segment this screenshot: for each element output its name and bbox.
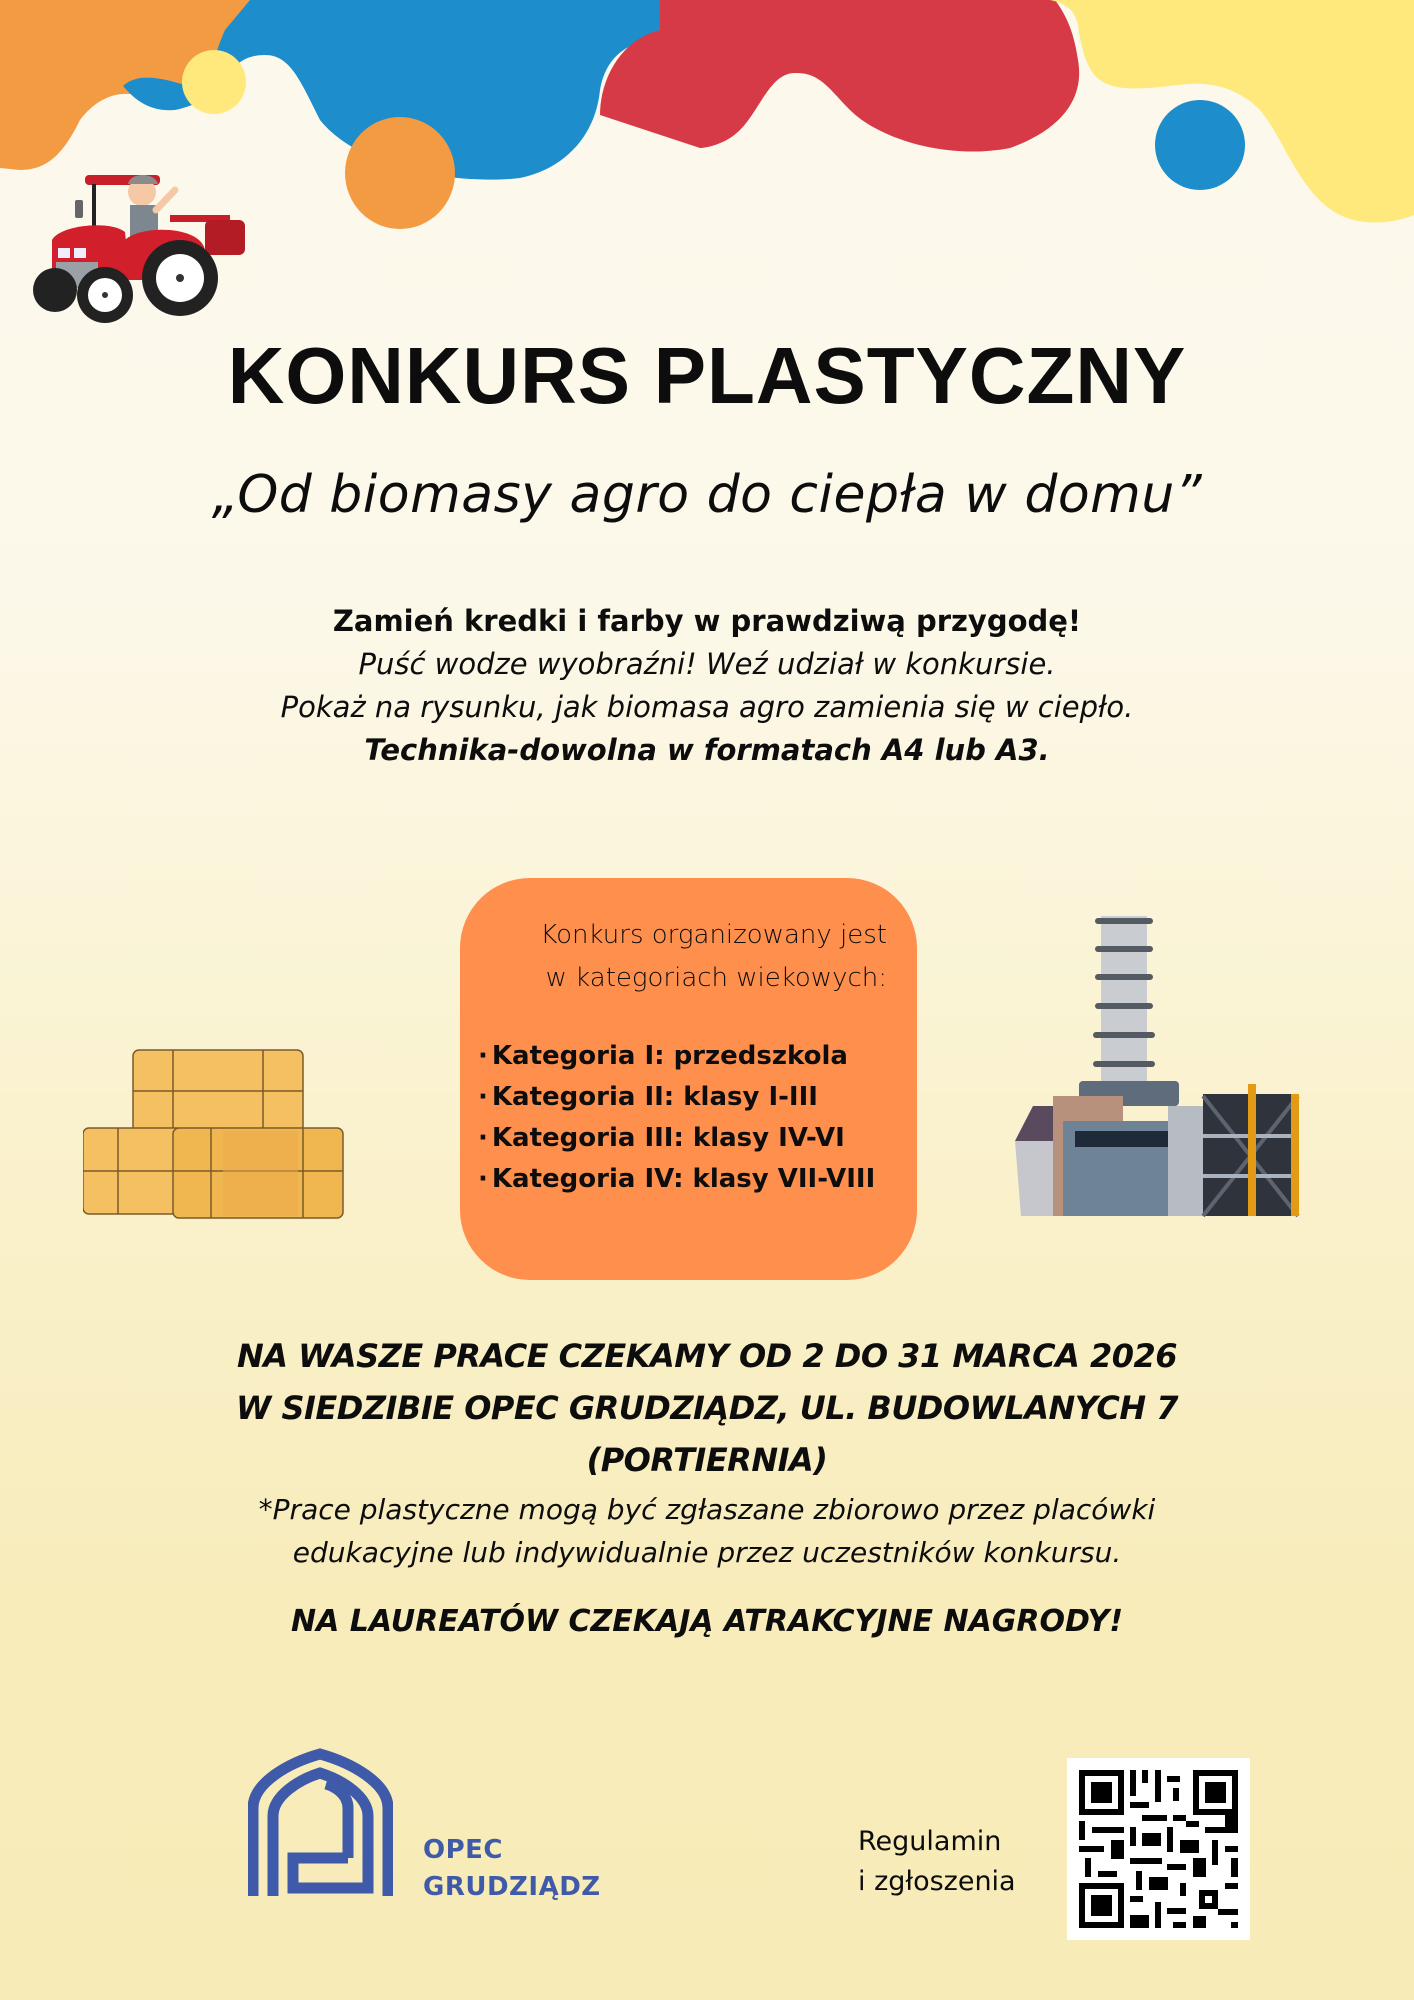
qr-code[interactable] <box>1067 1758 1250 1940</box>
deadline-line-1: NA WASZE PRACE CZEKAMY OD 2 DO 31 MARCA 2026 <box>236 1337 1178 1375</box>
blue-dot <box>1155 100 1245 190</box>
opec-wordmark <box>423 1832 601 1906</box>
category-item <box>478 1036 897 1077</box>
logo-line-1: OPEC <box>423 1835 503 1865</box>
qr-caption <box>858 1822 1016 1902</box>
qr-code-icon <box>1067 1758 1250 1940</box>
deadline-text <box>0 1330 1414 1486</box>
qr-caption-line-1: Regulamin <box>858 1826 1002 1857</box>
categories-heading-line-2: w kategoriach wiekowych: <box>545 963 887 993</box>
categories-box <box>460 878 917 1280</box>
category-item <box>478 1118 897 1159</box>
bullet-icon: · <box>478 1082 488 1112</box>
intro-line-1: Zamień kredki i farby w prawdziwą przygodę! <box>332 604 1082 638</box>
qr-caption-line-2: i zgłoszenia <box>858 1866 1016 1897</box>
intro-line-4: Technika-dowolna w formatach A4 lub A3. <box>364 733 1050 767</box>
red-blob <box>600 0 1079 152</box>
note-line-1: *Prace plastyczne mogą być zgłaszane zbiorowo przez placówki <box>258 1493 1156 1526</box>
orange-dot <box>345 117 455 229</box>
page-title: KONKURS PLASTYCZNY <box>227 331 1187 420</box>
subtitle: „Od biomasy agro do ciepła w domu” <box>211 465 1203 525</box>
power-plant-icon <box>1013 916 1305 1226</box>
prize-announcement: NA LAUREATÓW CZEKAJĄ ATRAKCYJNE NAGRODY! <box>290 1604 1124 1639</box>
logo-line-2: GRUDZIĄDZ <box>423 1872 601 1902</box>
yellow-dot <box>182 50 246 114</box>
category-label: Kategoria II: klasy I-III <box>491 1082 818 1112</box>
bullet-icon: · <box>478 1164 488 1194</box>
opec-logo-icon <box>248 1748 393 1898</box>
note-line-2: edukacyjne lub indywidualnie przez uczestników konkursu. <box>292 1536 1122 1569</box>
intro-line-2: Puść wodze wyobraźni! Weź udział w konkursie. <box>358 647 1056 681</box>
bullet-icon: · <box>478 1123 488 1153</box>
deadline-line-3: (PORTIERNIA) <box>586 1441 828 1479</box>
category-label: Kategoria III: klasy IV-VI <box>491 1123 845 1153</box>
intro-text <box>0 600 1414 772</box>
categories-heading-line-1: Konkurs organizowany jest <box>540 920 887 950</box>
tractor-icon <box>30 170 252 325</box>
submission-note <box>0 1488 1414 1574</box>
deadline-line-2: W SIEDZIBIE OPEC GRUDZIĄDZ, UL. BUDOWLANYCH 7 <box>236 1389 1178 1427</box>
category-item <box>478 1159 897 1200</box>
category-label: Kategoria I: przedszkola <box>491 1041 848 1071</box>
hay-bales-icon <box>83 1046 349 1222</box>
categories-heading <box>478 914 897 1000</box>
yellow-blob <box>1050 0 1414 223</box>
bullet-icon: · <box>478 1041 488 1071</box>
category-label: Kategoria IV: klasy VII-VIII <box>491 1164 876 1194</box>
intro-line-3: Pokaż na rysunku, jak biomasa agro zamienia się w ciepło. <box>280 690 1134 724</box>
categories-list <box>478 1036 897 1200</box>
category-item <box>478 1077 897 1118</box>
